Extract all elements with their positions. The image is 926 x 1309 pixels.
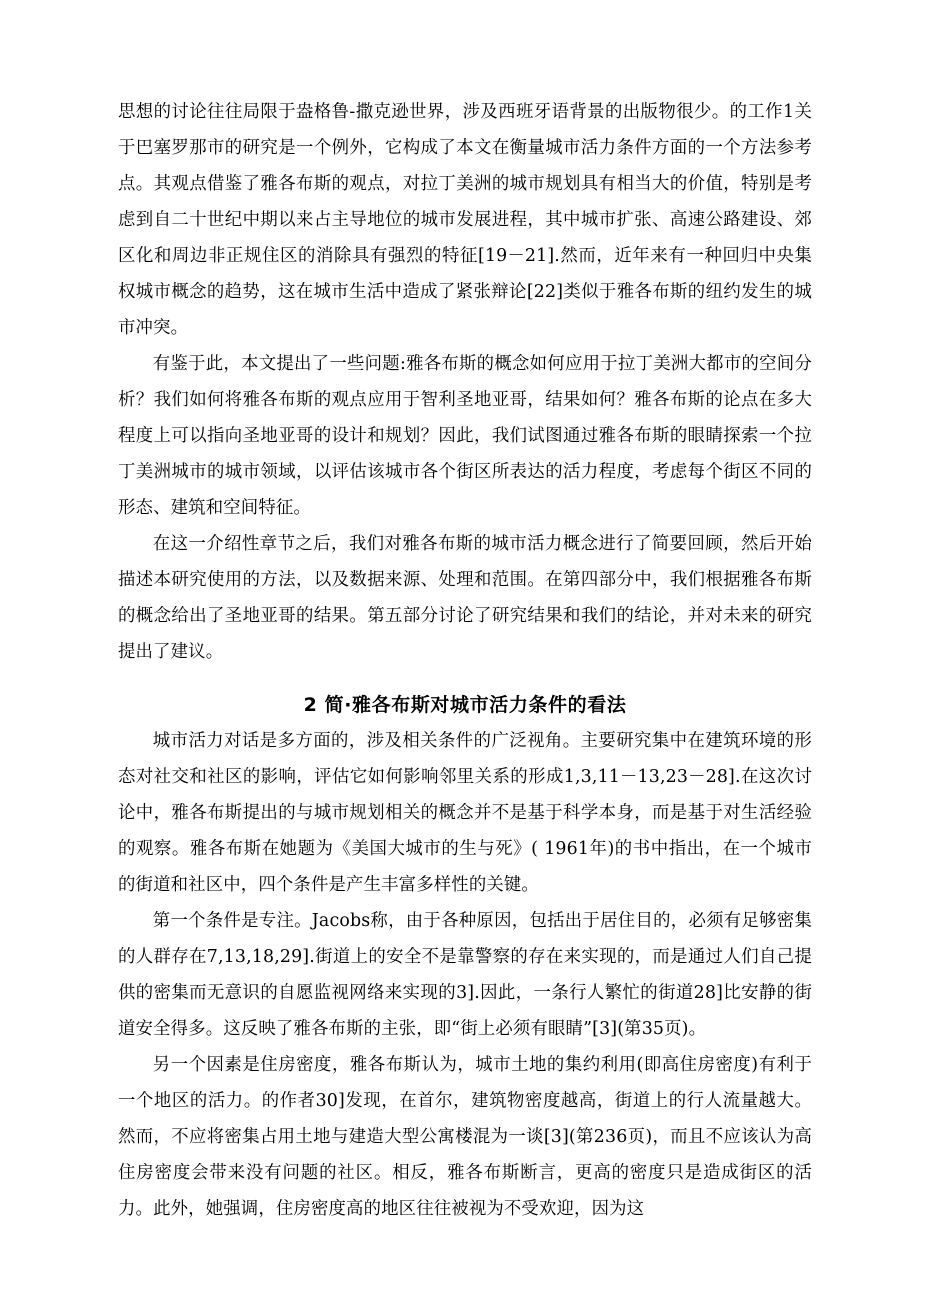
paragraph: 有鉴于此，本文提出了一些问题:雅各布斯的概念如何应用于拉丁美洲大都市的空间分析？我们如何将雅各布斯的观点应用于智利圣地亚哥，结果如何？雅各布斯的论点在多大程度上可以指向圣地亚哥的设计和规划？因此，我们试图通过雅各布斯的眼睛探索一个拉丁美洲城市的城市领域，以评估该城市各个街区所表达的活力程度，考虑每个街区不同的形态、建筑和空间特征。 <box>118 354 812 518</box>
paragraph: 另一个因素是住房密度，雅各布斯认为，城市土地的集约利用(即高住房密度)有利于一个地区的活力。的作者30]发现，在首尔，建筑物密度越高，街道上的行人流量越大。然而，不应将密集占用土地与建造大型公寓楼混为一谈[3](第236页)，而且不应该认为高住房密度会带来没有问题的社区。相反，雅各布斯断言，更高的密度只是造成街区的活力。此外，她强调，住房密度高的地区往往被视为不受欢迎，因为这 <box>118 1055 812 1219</box>
paragraph: 城市活力对话是多方面的，涉及相关条件的广泛视角。主要研究集中在建筑环境的形态对社交和社区的影响，评估它如何影响邻里关系的形成1,3,11－13,23－28].在这次讨论中，雅各布斯提出的与城市规划相关的概念并不是基于科学本身，而是基于对生活经验的观察。雅各布斯在她题为《美国大城市的生与死》( 1961年)的书中指出，在一个城市的街道和社区中，四个条件是产生丰富多样性的关键。 <box>118 731 812 895</box>
section-heading: 2 简·雅各布斯对城市活力条件的看法 <box>303 694 627 716</box>
paragraph: 在这一介绍性章节之后，我们对雅各布斯的城市活力概念进行了简要回顾，然后开始描述本研究使用的方法，以及数据来源、处理和范围。在第四部分中，我们根据雅各布斯的概念给出了圣地亚哥的结果。第五部分讨论了研究结果和我们的结论，并对未来的研究提出了建议。 <box>118 534 812 662</box>
paragraph: 第一个条件是专注。Jacobs称，由于各种原因，包括出于居住目的，必须有足够密集的人群存在7,13,18,29].街道上的安全不是靠警察的存在来实现的，而是通过人们自己提供的密集而无意识的自愿监视网络来实现的3].因此，一条行人繁忙的街道28]比安静的街道安全得多。这反映了雅各布斯的主张，即“街上必须有眼睛”[3](第35页)。 <box>118 911 812 1039</box>
document-body <box>118 94 812 1227</box>
paragraph: 思想的讨论往往局限于盎格鲁-撒克逊世界，涉及西班牙语背景的出版物很少。的工作1关于巴塞罗那市的研究是一个例外，它构成了本文在衡量城市活力条件方面的一个方法参考点。其观点借鉴了雅各布斯的观点，对拉丁美洲的城市规划具有相当大的价值，特别是考虑到自二十世纪中期以来占主导地位的城市发展进程，其中城市扩张、高速公路建设、郊区化和周边非正规住区的消除具有强烈的特征[19－21].然而，近年来有一种回归中央集权城市概念的趋势，这在城市生活中造成了紧张辩论[22]类似于雅各布斯的纽约发生的城市冲突。 <box>118 102 812 338</box>
